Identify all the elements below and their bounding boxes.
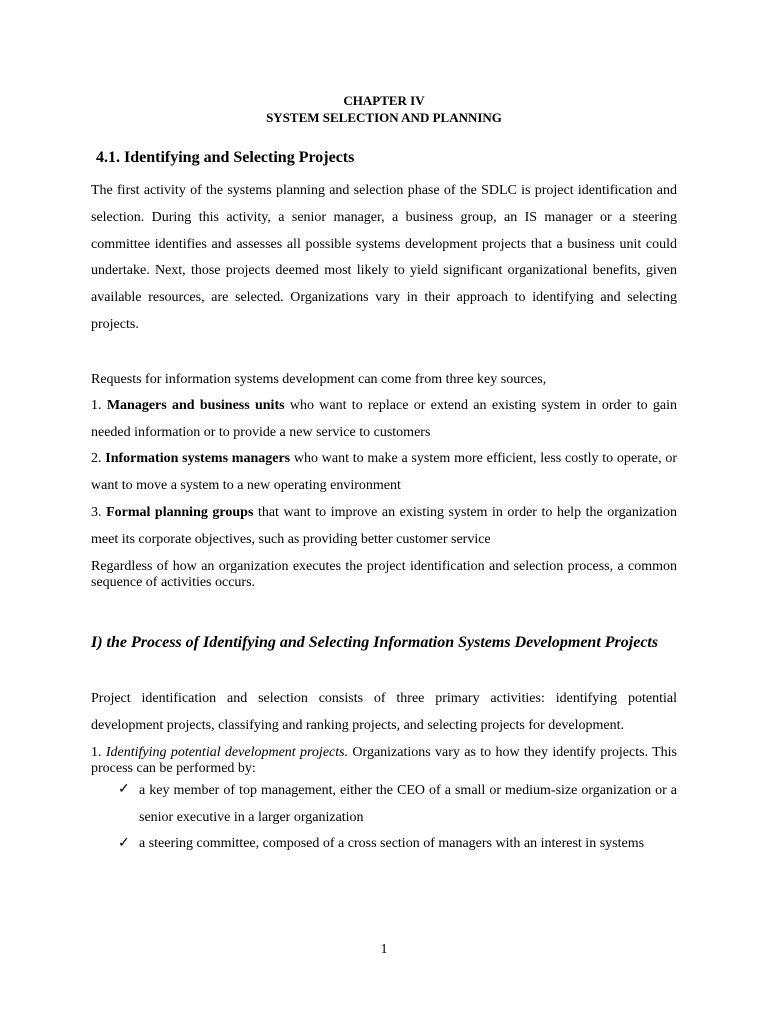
source-label: Information systems managers <box>105 451 291 466</box>
source-label: Formal planning groups <box>106 505 254 520</box>
source-number: 3. <box>91 505 102 520</box>
intro-paragraph: The first activity of the systems planning and selection phase of the SDLC is project identification and selection. During this activity, a senior manager, a business group, an IS manager or a steering committee identifies and assesses all possible systems development projects that a business unit could undertake. Next, those projects deemed most likely to yield significant organizational benefits, given available resources, are selected. Organizations vary in their approach to identifying and selecting projects. <box>91 183 677 332</box>
source-item-1 <box>91 393 677 447</box>
process-heading: I) the Process of Identifying and Selecting Information Systems Development Projects <box>91 634 659 651</box>
bullet-text: a key member of top management, either the CEO of a small or medium-size organization or a senior executive in a larger organization <box>139 783 677 825</box>
source-item-2 <box>91 446 677 500</box>
regardless-paragraph: Regardless of how an organization executes the project identification and selection process, a common sequence of activities occurs. <box>91 559 677 590</box>
source-item-3 <box>91 500 677 554</box>
source-number: 1. <box>91 398 102 413</box>
process-intro: Project identification and selection consists of three primary activities: identifying potential development projects, classifying and ranking projects, and selecting projects for development. <box>91 691 677 733</box>
step-description: Organizations vary as to how they identify projects. This process can be performed by: <box>91 745 678 776</box>
step-number: 1. <box>91 745 102 760</box>
chapter-title: SYSTEM SELECTION AND PLANNING <box>266 110 502 125</box>
page-number: 1 <box>380 942 388 957</box>
step-1-paragraph <box>91 745 677 777</box>
source-label: Managers and business units <box>106 398 285 413</box>
chapter-number: CHAPTER IV <box>343 93 425 108</box>
step-title: Identifying potential development projects. <box>105 745 349 760</box>
section-heading: 4.1. Identifying and Selecting Projects <box>96 149 355 166</box>
bullet-item-2 <box>118 835 677 875</box>
source-description: that want to improve an existing system in order to help the organization meet its corporate objectives, such as providing better customer service <box>91 505 677 547</box>
source-number: 2. <box>91 451 102 466</box>
source-description: who want to replace or extend an existing system in order to gain needed information or to provide a new service to customers <box>91 398 677 440</box>
check-mark-icon: ✓ <box>118 782 130 797</box>
bullet-text: a steering committee, composed of a cross section of managers with an interest in systems <box>139 836 645 851</box>
requests-intro: Requests for information systems development can come from three key sources, <box>91 372 547 387</box>
source-description: who want to make a system more efficient, less costly to operate, or want to move a system to a new operating environment <box>91 451 677 493</box>
check-mark-icon: ✓ <box>118 836 130 851</box>
bullet-item-1 <box>118 781 677 835</box>
